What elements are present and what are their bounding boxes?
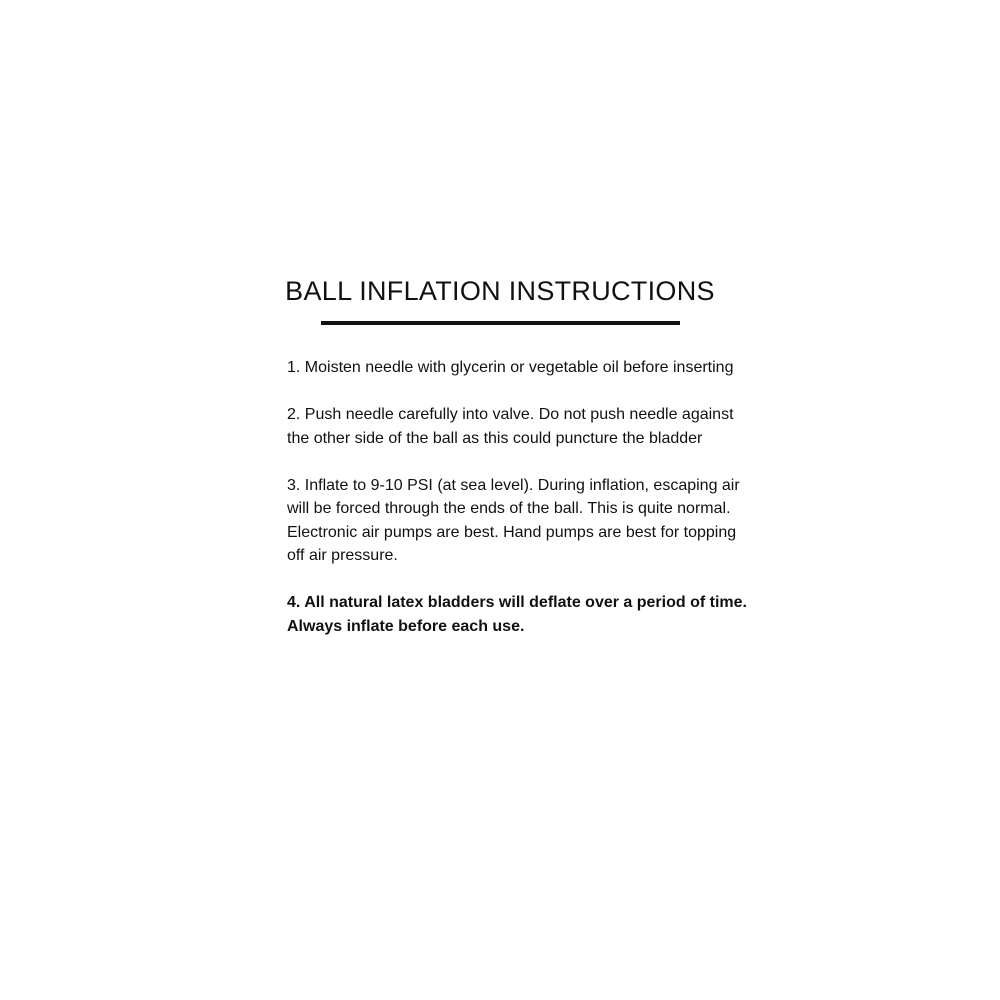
instruction-step-4: 4. All natural latex bladders will deflate over a period of time. Always inflate before each use. <box>287 594 747 635</box>
instruction-steps-list <box>287 356 747 662</box>
instruction-step-2: 2. Push needle carefully into valve. Do not push needle against the other side of the ball as this could puncture the bladder <box>287 406 734 447</box>
page-title: BALL INFLATION INSTRUCTIONS <box>285 276 715 306</box>
instruction-step-3: 3. Inflate to 9-10 PSI (at sea level). During inflation, escaping air will be forced through the ends of the ball. This is quite normal. Electronic air pumps are best. Hand pumps are best for topping off air pressure. <box>287 476 740 564</box>
title-underline-divider <box>321 321 680 325</box>
instruction-step-1: 1. Moisten needle with glycerin or vegetable oil before inserting <box>287 359 734 376</box>
